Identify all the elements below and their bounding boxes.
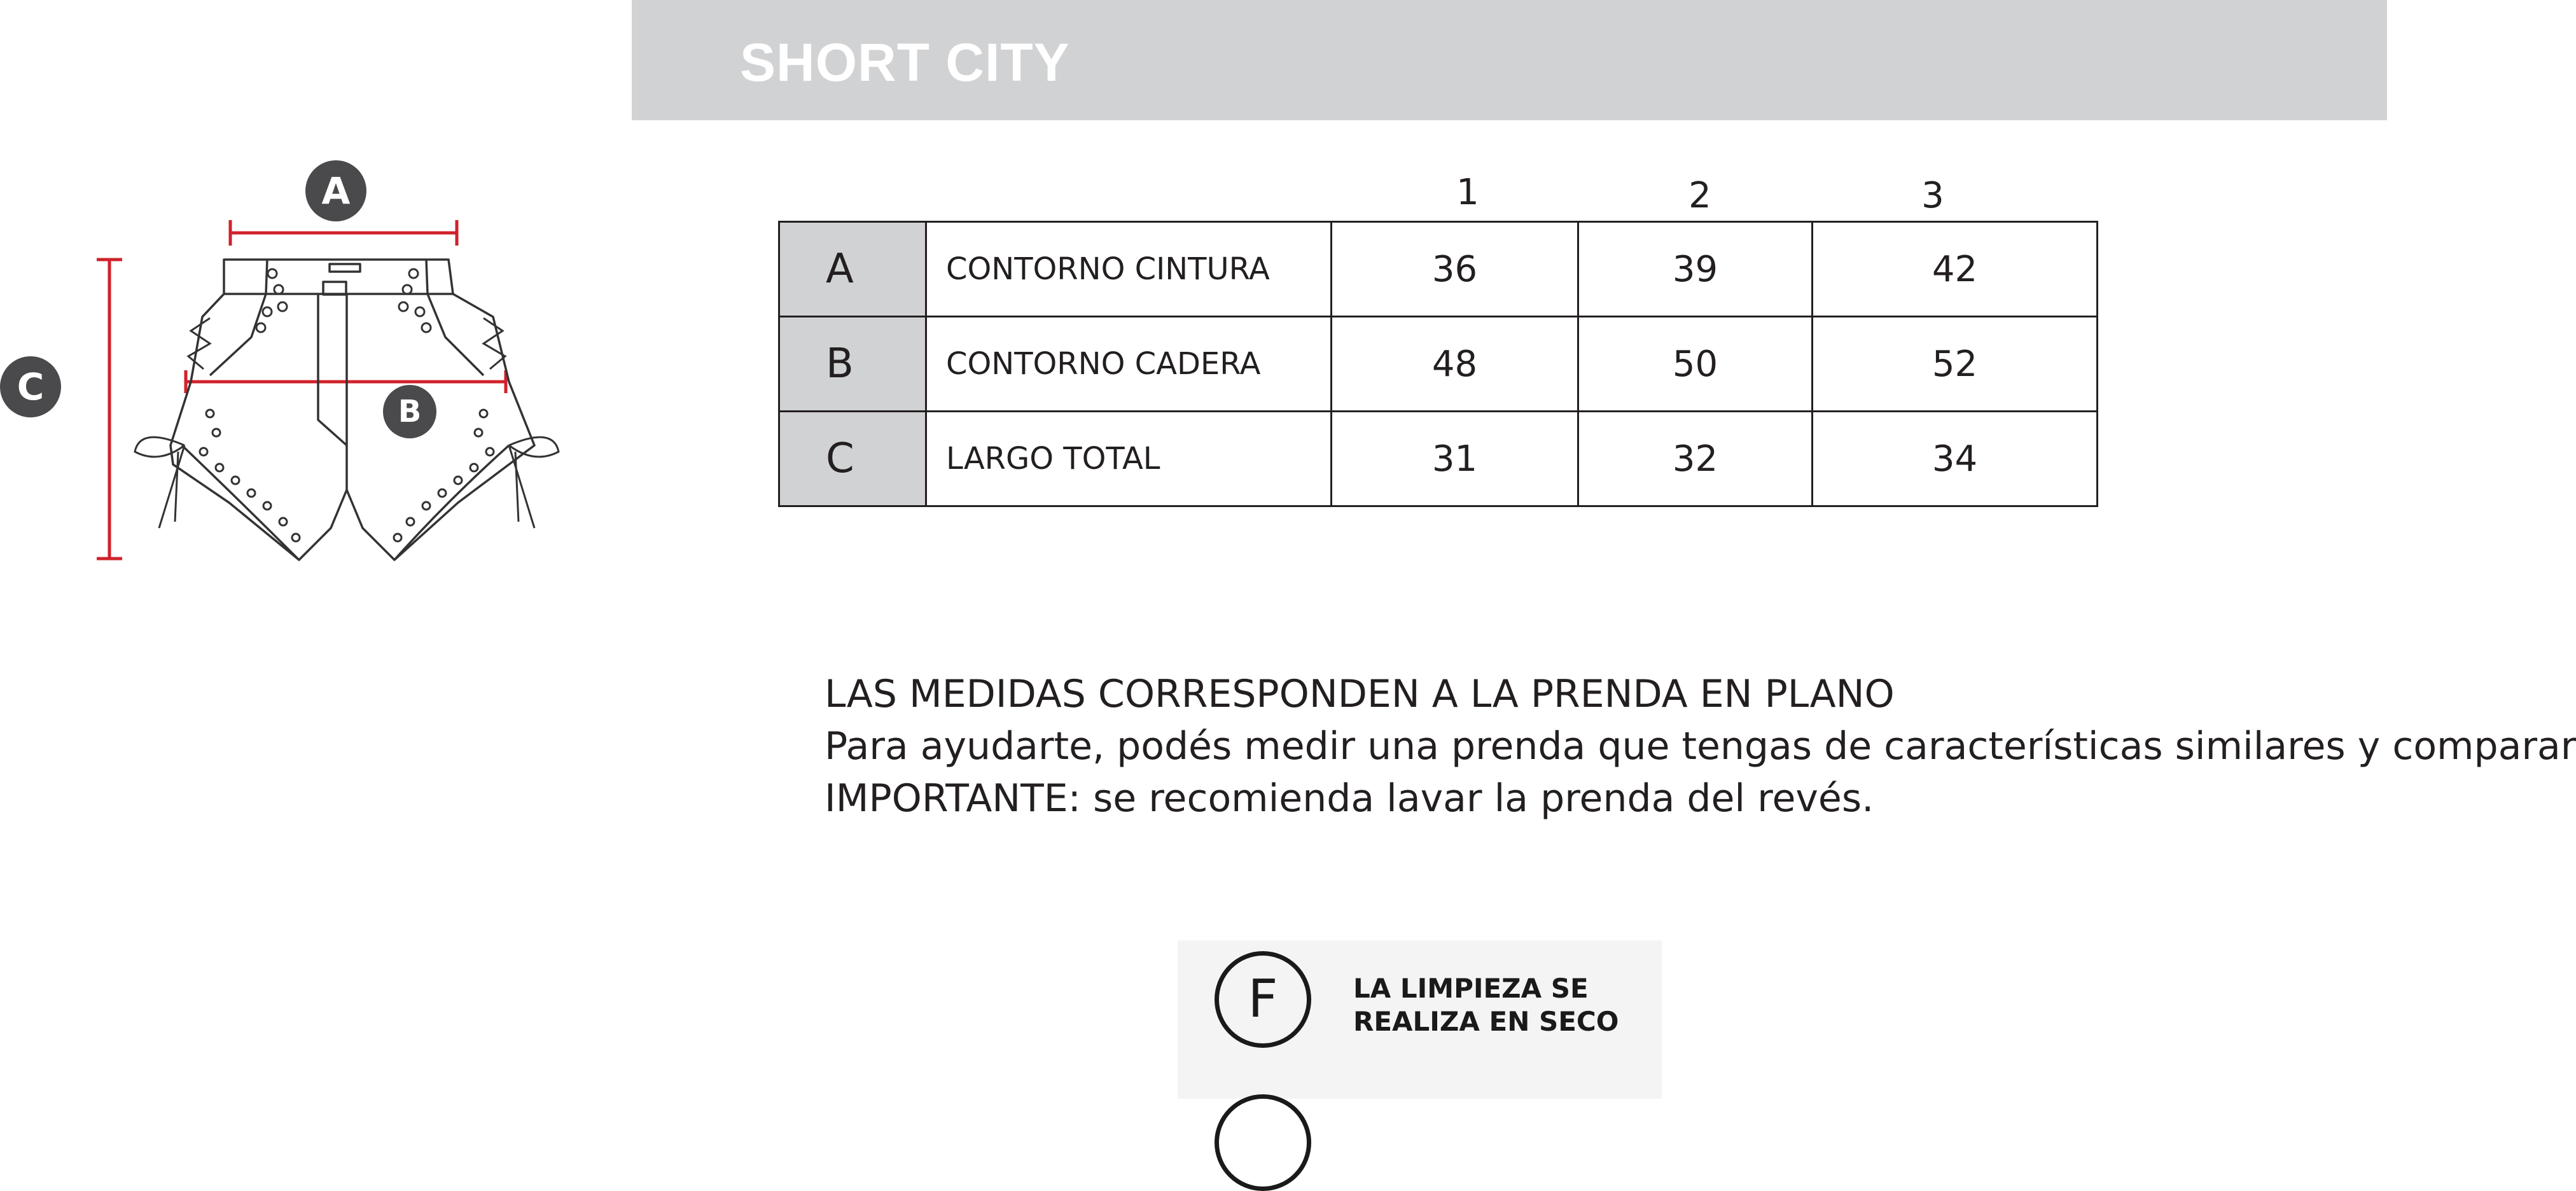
measure-badge-c: C: [0, 356, 61, 417]
row-code: B: [779, 317, 926, 412]
table-row: [779, 222, 2098, 317]
row-label: CONTORNO CADERA: [926, 317, 1332, 412]
row-value: 31: [1332, 412, 1578, 506]
measure-badge-b: B: [383, 385, 436, 438]
row-value: 50: [1578, 317, 1813, 412]
page-title: SHORT CITY: [740, 32, 1070, 92]
care-icon-partial: [1215, 1094, 1311, 1191]
row-label: CONTORNO CINTURA: [926, 222, 1332, 317]
row-value: 42: [1813, 222, 2098, 317]
row-code: C: [779, 412, 926, 506]
care-text: [1353, 972, 1619, 1038]
garment-diagram: [0, 146, 611, 579]
row-code: A: [779, 222, 926, 317]
header-band: [632, 0, 2387, 120]
row-value: 32: [1578, 412, 1813, 506]
row-value: 39: [1578, 222, 1813, 317]
size-heading-3: 3: [1921, 175, 1944, 216]
table-row: [779, 412, 2098, 506]
size-table: [778, 221, 2098, 507]
note-line: LAS MEDIDAS CORRESPONDEN A LA PRENDA EN PLANO: [825, 672, 1895, 716]
measure-badge-a: A: [305, 160, 366, 221]
row-value: 36: [1332, 222, 1578, 317]
row-value: 52: [1813, 317, 2098, 412]
shorts-illustration: [0, 146, 611, 579]
size-heading-1: 1: [1456, 172, 1479, 213]
note-line: Para ayudarte, podés medir una prenda que tengas de características similares y comparar: [825, 724, 2576, 769]
row-value: 34: [1813, 412, 2098, 506]
row-value: 48: [1332, 317, 1578, 412]
care-instruction: [1178, 940, 1662, 1099]
care-line: REALIZA EN SECO: [1353, 1006, 1619, 1037]
measurement-notes: [825, 668, 2576, 825]
dry-clean-icon: F: [1215, 951, 1311, 1048]
care-line: LA LIMPIEZA SE: [1353, 973, 1589, 1004]
size-heading-2: 2: [1688, 175, 1711, 216]
table-row: [779, 317, 2098, 412]
note-line: IMPORTANTE: se recomienda lavar la prenda del revés.: [825, 776, 1874, 821]
row-label: LARGO TOTAL: [926, 412, 1332, 506]
